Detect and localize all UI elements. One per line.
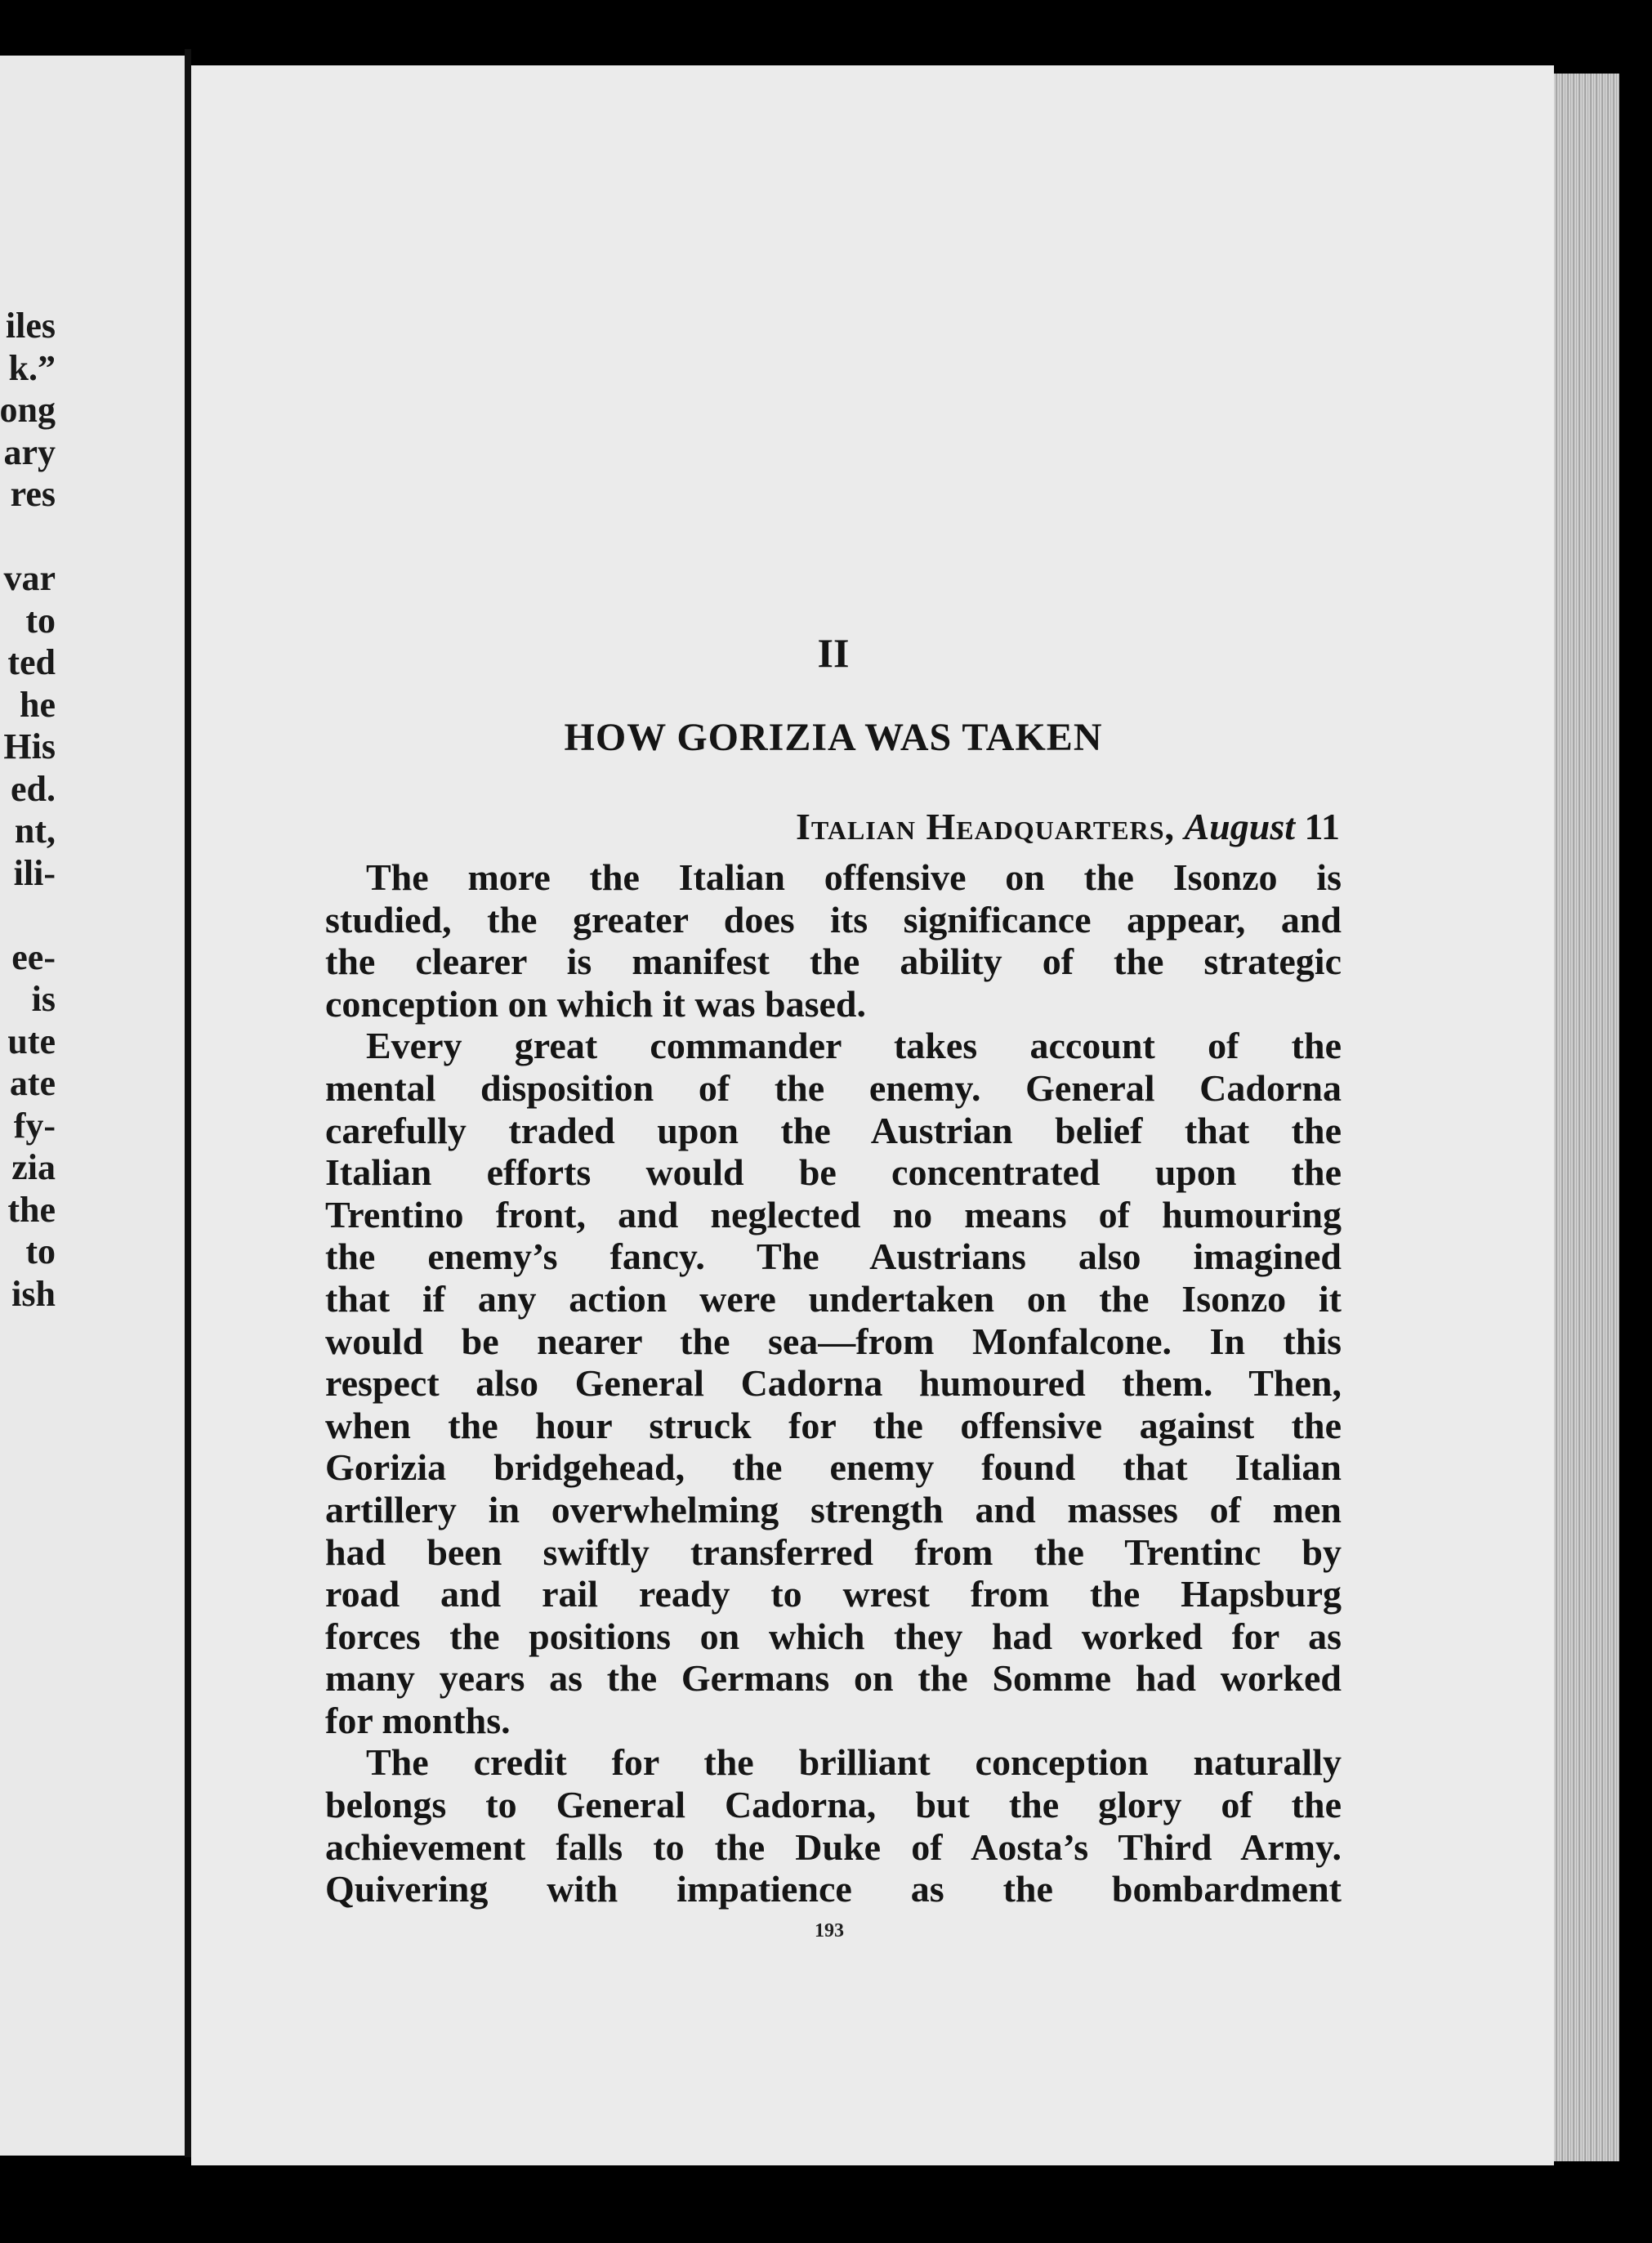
text-line: achievement falls to the Duke of Aosta’s Third Army.	[325, 1825, 1342, 1868]
dateline-date: August	[1184, 806, 1296, 847]
page-edges	[1554, 74, 1619, 2161]
dateline-place: Italian Headquarters,	[795, 806, 1175, 847]
facing-page-fragment: ong	[0, 390, 56, 430]
facing-page-fragment: zia	[11, 1147, 56, 1187]
facing-page-fragment: to	[25, 1231, 56, 1271]
facing-page-fragment: ili-	[13, 852, 56, 893]
text-line: Trentino front, and neglected no means of humouring	[325, 1193, 1342, 1235]
facing-page-fragment: ish	[11, 1273, 56, 1314]
text-line: mental disposition of the enemy. General Cadorna	[325, 1066, 1342, 1109]
body-text	[325, 856, 1342, 1910]
text-line: Quivering with impatience as the bombardment	[325, 1868, 1342, 1910]
text-line: for months.	[325, 1699, 511, 1741]
text-line: road and rail ready to wrest from the Hapsburg	[325, 1573, 1342, 1615]
text-line: studied, the greater does its significance appear, and	[325, 898, 1342, 941]
page-number: 193	[815, 1920, 844, 1941]
facing-page-fragment: ute	[7, 1021, 56, 1061]
text-line: when the hour struck for the offensive against the	[325, 1404, 1342, 1446]
dateline	[327, 805, 1340, 848]
facing-page-fragment: is	[31, 979, 56, 1019]
facing-page-text-fragments	[0, 305, 56, 1449]
text-line: the clearer is manifest the ability of the strategic	[325, 941, 1342, 983]
text-line: Every great commander takes account of the	[366, 1025, 1342, 1067]
chapter-title: HOW GORIZIA WAS TAKEN	[564, 716, 1103, 759]
facing-page-fragment: to	[25, 600, 56, 641]
facing-page-fragment: His	[3, 726, 56, 766]
facing-page-fragment: he	[20, 684, 56, 725]
text-line: carefully traded upon the Austrian belief that the	[325, 1109, 1342, 1151]
text-line: would be nearer the sea—from Monfalcone. In this	[325, 1320, 1342, 1362]
facing-page-fragment: ee-	[11, 936, 56, 977]
facing-page-fragment: ary	[3, 431, 56, 472]
facing-page-fragment: k.”	[8, 347, 56, 388]
facing-page-fragment: ed.	[11, 768, 56, 809]
book-gutter	[185, 49, 191, 2157]
facing-page-fragment: res	[10, 474, 56, 514]
text-line: artillery in overwhelming strength and masses of men	[325, 1488, 1342, 1530]
facing-page-fragment: nt,	[14, 811, 56, 851]
facing-page-fragment: ate	[9, 1063, 56, 1103]
text-line: had been swiftly transferred from the Trentinc by	[325, 1530, 1342, 1573]
text-line: The credit for the brilliant conception naturally	[366, 1741, 1342, 1784]
facing-page-fragment: ted	[7, 642, 56, 682]
text-line: the enemy’s fancy. The Austrians also imagined	[325, 1235, 1342, 1278]
text-line: Gorizia bridgehead, the enemy found that Italian	[325, 1446, 1342, 1489]
chapter-number: II	[817, 630, 850, 676]
text-line: many years as the Germans on the Somme had worked	[325, 1657, 1342, 1700]
facing-page-fragment: fy-	[13, 1105, 56, 1146]
text-line: Italian efforts would be concentrated upon the	[325, 1151, 1342, 1194]
facing-page-fragment: var	[3, 558, 56, 598]
facing-page-fragment: the	[7, 1189, 56, 1230]
text-line: The more the Italian offensive on the Isonzo is	[366, 856, 1342, 898]
text-line: respect also General Cadorna humoured them. Then,	[325, 1362, 1342, 1405]
text-line: that if any action were undertaken on the Isonzo it	[325, 1277, 1342, 1320]
text-line: forces the positions on which they had worked for as	[325, 1615, 1342, 1657]
facing-page-fragment: iles	[5, 306, 56, 346]
text-line: belongs to General Cadorna, but the glory of the	[325, 1784, 1342, 1826]
dateline-day: 11	[1304, 806, 1340, 847]
text-line: conception on which it was based.	[325, 982, 866, 1025]
facing-page	[0, 56, 186, 2156]
